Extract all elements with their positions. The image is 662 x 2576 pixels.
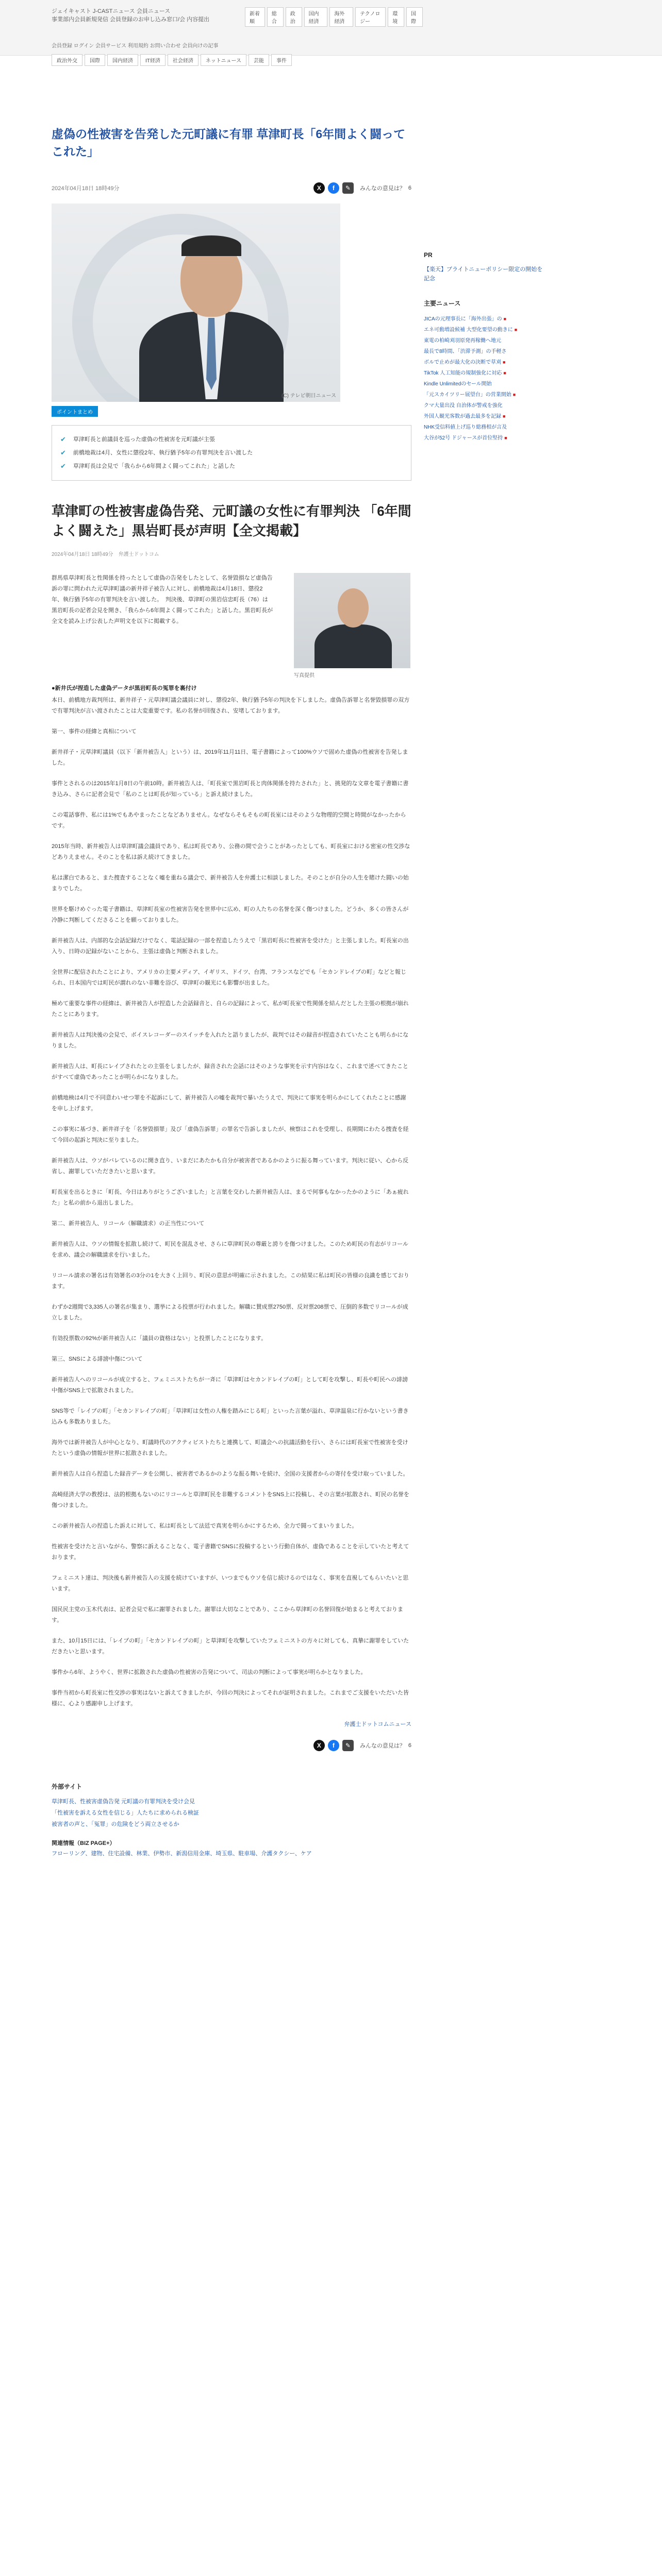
ranking-item-label: クマ大量出没 自治体が警戒を強化 (424, 403, 503, 409)
new-badge-icon: ■ (512, 392, 516, 397)
section-heading: ●新井氏が捏造した虚偽データが黒岩町長の冤罪を裏付け (52, 685, 197, 691)
article-paragraph: 私は潔白であると、また捜査することなく嘘を重ねる議会で、新井被告人を弁護士に相談しました。そのことが自分の人生を賭けた闘いの始まりでした。 (52, 875, 409, 892)
ranking-item-label: 東電の柏崎刈羽原発再稼働へ地元 (424, 338, 501, 344)
article-paragraph: 世界を駆けめぐった電子書籍は、草津町長室の性被害告発を世界中に広め、町の人たちの名誉を深く傷つけました。どうか、多くの皆さんが冷静に判断してくださることを願っておりました。 (52, 906, 409, 923)
nav-item[interactable]: 新着順 (245, 7, 265, 27)
comment-icon[interactable]: ✎ (342, 182, 354, 194)
article-paragraph: 性被害を受けたと言いながら、警察に訴えることなく、電子書籍でSNSに投稿するという行動自体が、虚偽であることを示していたと考えております。 (52, 1544, 409, 1561)
summary-box (52, 425, 411, 481)
ranking-item-label: 外国人観光客数が過去最多を記録 (424, 414, 501, 419)
lead-photo (294, 573, 410, 668)
nav-item[interactable]: 国内経済 (304, 7, 328, 27)
category-tab[interactable]: ネットニュース (201, 54, 246, 66)
article-paragraph: 新井被告人は自ら捏造した録音データを公開し、被害者であるかのような振る舞いを続け、全国の支援者からの寄付を受け取っていました。 (52, 1471, 409, 1477)
ranking-item[interactable] (424, 411, 548, 422)
article-paragraph: 新井被告人は判決後の会見で、ボイスレコーダーのスイッチを入れたと語りましたが、裁判ではその録音が捏造されていたことも明らかになりました。 (52, 1032, 409, 1049)
ranking-item-label: TikTok 人工知能の規制強化に対応 (424, 370, 502, 376)
ranking-item[interactable] (424, 314, 548, 325)
site-tagline: 事業部内会員新規発信 会員登録のお申し込み窓口/会 内容提出 (52, 16, 210, 23)
facebook-share-icon[interactable]: f (328, 182, 339, 194)
article-paragraph: フェミニスト達は、判決後も新井被告人の支援を続けていますが、いつまでもウソを信じ続けるのではなく、事実を直視してもらいたいと思います。 (52, 1575, 409, 1592)
ranking-item[interactable] (424, 325, 548, 335)
article-paragraph: わずか2週間で3,335人の署名が集まり、選挙による投票が行われました。解職に賛成票2750票、反対票208票で、圧倒的多数でリコールが成立しました。 (52, 1304, 408, 1321)
summary-item: ✔ 草津町長は会見で「我らから6年間よく闘ってこれた」と話した (60, 462, 236, 470)
ranking-item-label: エネ可動増設候補 大型化要望の動きに (424, 327, 513, 333)
lead-text: 群馬県草津町長と性関係を持ったとして虚偽の告発をしたとして、名誉毀損など虚偽告訴の罪に問われた元草津町議の新井祥子被告人に対し、前橋地裁は4月18日、懲役2年、執行猶予5年の有罪判決を言い渡した。 判決後、草津町の黒岩信忠町長（76）は黒岩町長の記者会見を開き、「我らから6年間よく闘ってこれた」と話した。黒岩町長が全文を読み上げ公表した声明文を以下に掲載する。 (52, 575, 273, 624)
ranking-list (424, 314, 548, 444)
article-paragraph: 新井被告人は、内部的な会話記録だけでなく、電話記録の一部を捏造したうえで「黒岩町長に性被害を受けた」と主張しました。町長室の出入り、日時の記録がないことから、主張は虚偽と判断されました。 (52, 938, 409, 955)
sub-links[interactable]: 会員登録 ログイン 会員サービス 利用規約 お問い合わせ 会員向けの記事 (52, 43, 219, 49)
site-header (0, 0, 662, 64)
category-tab[interactable]: 国内経済 (107, 54, 138, 66)
article-paragraph: 全世界に配信されたことにより、アメリカの主要メディア、イギリス、ドイツ、台湾、フランスなどでも「セカンドレイプの町」などと報じられ、日本国内では町民が謂れのない非難を浴び、草津町の観光にも影響が出ました。 (52, 969, 407, 986)
pr-heading: PR (424, 251, 433, 259)
hero-caption: (C) テレビ朝日ニュース (282, 393, 336, 399)
external-link[interactable]: 草津町長、性被害虚偽告発 元町議の有罪判決を受け会見 (52, 1799, 195, 1805)
article-paragraph: この電話事件、私には1%でもあやまったことなどありません。なぜならそもそもの町長室にはそのような物理的空間と時間がなかったからです。 (52, 812, 406, 829)
summary-item: ✔ 草津町長と前議員を巡った虚偽の性被害を元町議が主張 (60, 435, 215, 443)
article-main (52, 125, 411, 1859)
article-paragraph: 事件から6年、ようやく、世界に拡散された虚偽の性被害の告発について、司法の判断によって事実が明らかとなりました。 (52, 1669, 367, 1675)
external-heading: 外部サイト (52, 1783, 82, 1790)
article-paragraph: 第二、新井被告人、リコール（解職請求）の正当性について (52, 1221, 205, 1227)
ranking-item-label: JICAの元理事長に「海外出張」の (424, 316, 502, 322)
category-tab[interactable]: 政治外交 (52, 54, 82, 66)
ranking-item-label: 大谷が52号 ドジャースが首位堅持 (424, 435, 503, 441)
ranking-item-label: Kindle Unlimitedのセール開始 (424, 381, 492, 387)
article-paragraph: 新井被告人へのリコールが成立すると、フェミニストたちが一斉に「草津町はセカンドレイプの町」として町を攻撃し、町長や町民への誹謗中傷がSNS上で拡散されました。 (52, 1377, 408, 1394)
ranking-item[interactable] (424, 346, 548, 357)
category-tab[interactable]: IT経済 (140, 54, 166, 66)
ranking-item[interactable] (424, 433, 548, 444)
external-links (52, 1782, 411, 1859)
new-badge-icon: ■ (503, 414, 506, 419)
article-paragraph: 高崎経済大学の教授は、法的根拠もないのにリコールと草津町民を非難するコメントをSNS上に投稿し、その言葉が拡散され、町民の名誉を傷つけました。 (52, 1492, 409, 1509)
ranking-item[interactable] (424, 335, 548, 346)
article-paragraph: 極めて重要な事件の経緯は、新井被告人が捏造した会話録音と、自らの記録によって、私が町長室で性関係を結んだとした主張の根拠が崩れたことにあります。 (52, 1001, 409, 1018)
article-title: 虚偽の性被害を告発した元町議に有罪 草津町長「6年間よく闘ってこれた」 (52, 127, 406, 158)
category-tab[interactable]: 事件 (271, 54, 292, 66)
source-credit[interactable]: 弁護士ドットコムニュース (344, 1721, 411, 1727)
summary-tag (52, 406, 411, 417)
external-link[interactable]: 被害者の声と、「冤罪」の危険をどう両立させるか (52, 1821, 179, 1827)
article-paragraph: 海外では新井被告人が中心となり、町議時代のアクティビストたちと連携して、町議会への抗議活動を行い、さらには町長室で性被害を受けたという虚偽の情報が世界に拡散されました。 (52, 1439, 408, 1456)
external-link[interactable]: 「性被害を訴える女性を信じる」人たちに求められる検証 (52, 1810, 199, 1816)
nav-item[interactable]: 海外経済 (329, 7, 353, 27)
article-paragraph: 新井被告人は、ウソの情報を拡散し続けて、町民を混乱させ、さらに草津町民の尊厳と誇りを傷つけました。このため町民の有志がリコールを求め、議会の解職請求を行いました。 (52, 1241, 409, 1258)
category-tab[interactable]: 芸能 (249, 54, 269, 66)
article-paragraph: 新井被告人は、町長にレイプされたとの主張をしましたが、録音された会話にはそのような事実を示す内容はなく、これまで述べてきたことがすべて虚偽であったことが明らかになりました。 (52, 1063, 408, 1080)
ranking-item[interactable] (424, 389, 548, 400)
article-paragraph: 2015年当時、新井被告人は草津町議会議員であり、私は町長であり、公務の間で会うことがあったとしても、町長室における密室の性交渉などありえません。そのことを私は訴え続けてきました。 (52, 843, 410, 860)
sidebar (424, 251, 548, 444)
nav-item[interactable]: 国際 (406, 7, 423, 27)
article-paragraph: 新井祥子・元草津町議員（以下「新井被告人」という）は、2019年11月11日、電子書籍によって100%ウソで固めた虚偽の性被害を告発しました。 (52, 749, 408, 766)
article-subheading: 草津町の性被害虚偽告発、元町議の女性に有罪判決 「6年間よく闘えた」黒岩町長が声明【全文掲載】 (52, 503, 411, 538)
article-lead (52, 573, 411, 679)
photo-caption: 写真提供 (294, 673, 315, 679)
article-paragraph: この新井被告人の捏造した訴えに対して、私は町長として法廷で真実を明らかにするため、全力で闘ってまいりました。 (52, 1523, 358, 1529)
article-paragraph: 前橋地検は4月で不同意わいせつ罪を不起訴にして、新井被告人の嘘を裁判で暴いたうえで、判決にて事実を明らかにしてくれたことに感謝を申し上げます。 (52, 1095, 406, 1112)
hero-image (52, 204, 340, 402)
nav-item[interactable]: 総合 (267, 7, 284, 27)
ranking-item[interactable] (424, 357, 548, 368)
article-paragraph: 国民民主党の玉木代表は、記者会見で私に謝罪されました。謝罪は大切なことであり、ここから草津町の名誉回復が始まると考えております。 (52, 1606, 403, 1623)
new-badge-icon: ■ (503, 360, 506, 365)
check-icon: ✔ (60, 435, 66, 443)
article-paragraph: 事件当初から町長室に性交渉の事実はないと訴えてきましたが、今回の判決によってそれが証明されました。これまでご支援をいただいた皆様に、心より感謝申し上げます。 (52, 1690, 409, 1707)
share-bar (313, 182, 411, 194)
article-date: 2024年04月18日 18時49分 (52, 185, 120, 192)
share-question[interactable]: みんなの意見は？ (359, 185, 405, 192)
new-badge-icon: ■ (503, 370, 506, 376)
check-icon: ✔ (60, 462, 66, 470)
article-paragraph: この事実に基づき、新井祥子を「名誉毀損罪」及び「虚偽告訴罪」の罪名で告訴しましたが、検察はこれを受理し、長期間にわたる捜査を経て今回の起訴と判決に至りました。 (52, 1126, 409, 1143)
site-name[interactable]: ジェイキャスト J-CASTニュース 会員ニュース (52, 8, 171, 14)
article-paragraph: また、10月15日には、「レイプの町」「セカンドレイプの町」と草津町を攻撃していたフェミニストの方々に対しても、真摯に謝罪をしていただきたいと思います。 (52, 1638, 409, 1655)
check-icon: ✔ (60, 449, 66, 456)
article-paragraph: 町長室を出るときに「町長、今日はありがとうございました」と言葉を交わした新井被告人は、まるで何事もなかったかのように「あぁ疲れた」と私の前から退出しました。 (52, 1189, 409, 1206)
ranking-item[interactable] (424, 368, 548, 379)
summary-tag-label: ポイントまとめ (52, 406, 98, 417)
article-paragraph: 第三、SNSによる誹謗中傷について (52, 1356, 143, 1362)
ranking-item-label: 「元スカイツリー展望台」の営業開始 (424, 392, 511, 398)
ranking-item-label: ボルで止めが最大化の決断で草刈 (424, 360, 501, 365)
new-badge-icon: ■ (514, 327, 518, 332)
ranking-item[interactable] (424, 379, 548, 389)
article-paragraph: 本日、前橋地方裁判所は、新井祥子・元草津町議会議員に対し、懲役2年、執行猶予5年の判決を下しました。虚偽告訴罪と名誉毀損罪の双方で有罪判決が言い渡されたことは大変重要です。私の名誉が回復され、安堵しております。 (52, 697, 410, 714)
article-date-source: 2024年04月18日 18時49分 弁護士ドットコム (52, 552, 159, 557)
facebook-share-icon[interactable]: f (328, 1740, 339, 1751)
article-paragraph: 新井被告人は、ウソがバレているのに開き直り、いまだにあたかも自分が被害者であるかのように振る舞っています。判決に従い、心から反省し、謝罪していただきたいと思います。 (52, 1158, 409, 1175)
x-share-icon[interactable]: X (313, 182, 325, 194)
nav-item[interactable]: テクノロジー (355, 7, 386, 27)
new-badge-icon: ■ (503, 316, 507, 321)
category-tab[interactable]: 社会経済 (168, 54, 198, 66)
article-paragraph: SNS等で「レイプの町」「セカンドレイプの町」「草津町は女性の人権を踏みにじる町」といった言葉が溢れ、草津温泉に行かないという書き込みも多数ありました。 (52, 1408, 409, 1425)
nav-item[interactable]: 環境 (388, 7, 404, 27)
keyword-list[interactable]: フローリング、建物、住宅設備、林業、伊勢市、新潟信用金庫、埼玉県、駐車場、介護タクシー、ケア (52, 1851, 312, 1857)
nav-item[interactable]: 政治 (286, 7, 302, 27)
ranking-item[interactable] (424, 400, 548, 411)
article-paragraph: 有効投票数の92%が新井被告人に「議員の資格はない」と投票したことになります。 (52, 1335, 267, 1342)
share-question[interactable]: みんなの意見は？ (359, 1743, 405, 1749)
comment-icon[interactable]: ✎ (342, 1740, 354, 1751)
share-bar-bottom (52, 1740, 411, 1751)
article-paragraph: 事件とされるのは2015年1月8日の午前10時。新井被告人は、「町長室で黒岩町長と肉体関係を持たされた」と、挑発的な文章を電子書籍に書き込み、さらに記者会見で「私のことは町長が知っている」と訴え続けました。 (52, 781, 409, 798)
ranking-item[interactable] (424, 422, 548, 433)
share-count: 6 (408, 185, 411, 191)
ranking-item-label: NHK受信料値上げ巡り総務相が言及 (424, 425, 507, 430)
share-count: 6 (408, 1742, 411, 1749)
ranking-item-label: 最長で8時間、「渋滞予測」の手軽さ (424, 349, 507, 354)
top-nav (245, 7, 423, 27)
category-tab[interactable]: 国際 (85, 54, 105, 66)
category-tabs (52, 54, 423, 66)
ranking-heading: 主要ニュース (424, 300, 461, 307)
keyword-heading: 関連情報（BIZ PAGE+） (52, 1840, 115, 1846)
pr-link[interactable]: 【楽天】ブライトニューポリシー限定の開始を記念 (424, 266, 543, 282)
new-badge-icon: ■ (504, 435, 507, 440)
x-share-icon[interactable]: X (313, 1740, 325, 1751)
summary-item: ✔ 前橋地裁は4月、女性に懲役2年、執行猶予5年の有罪判決を言い渡した (60, 449, 253, 456)
article-paragraph: リコール請求の署名は有効署名の3分の1を大きく上回り、町民の意思が明確に示されました。この結果に私は町民の皆様の良識を感じております。 (52, 1273, 409, 1290)
article-paragraph: 第一、事件の経緯と真相について (52, 728, 137, 735)
article-meta (52, 181, 411, 195)
article-body (52, 683, 411, 1730)
